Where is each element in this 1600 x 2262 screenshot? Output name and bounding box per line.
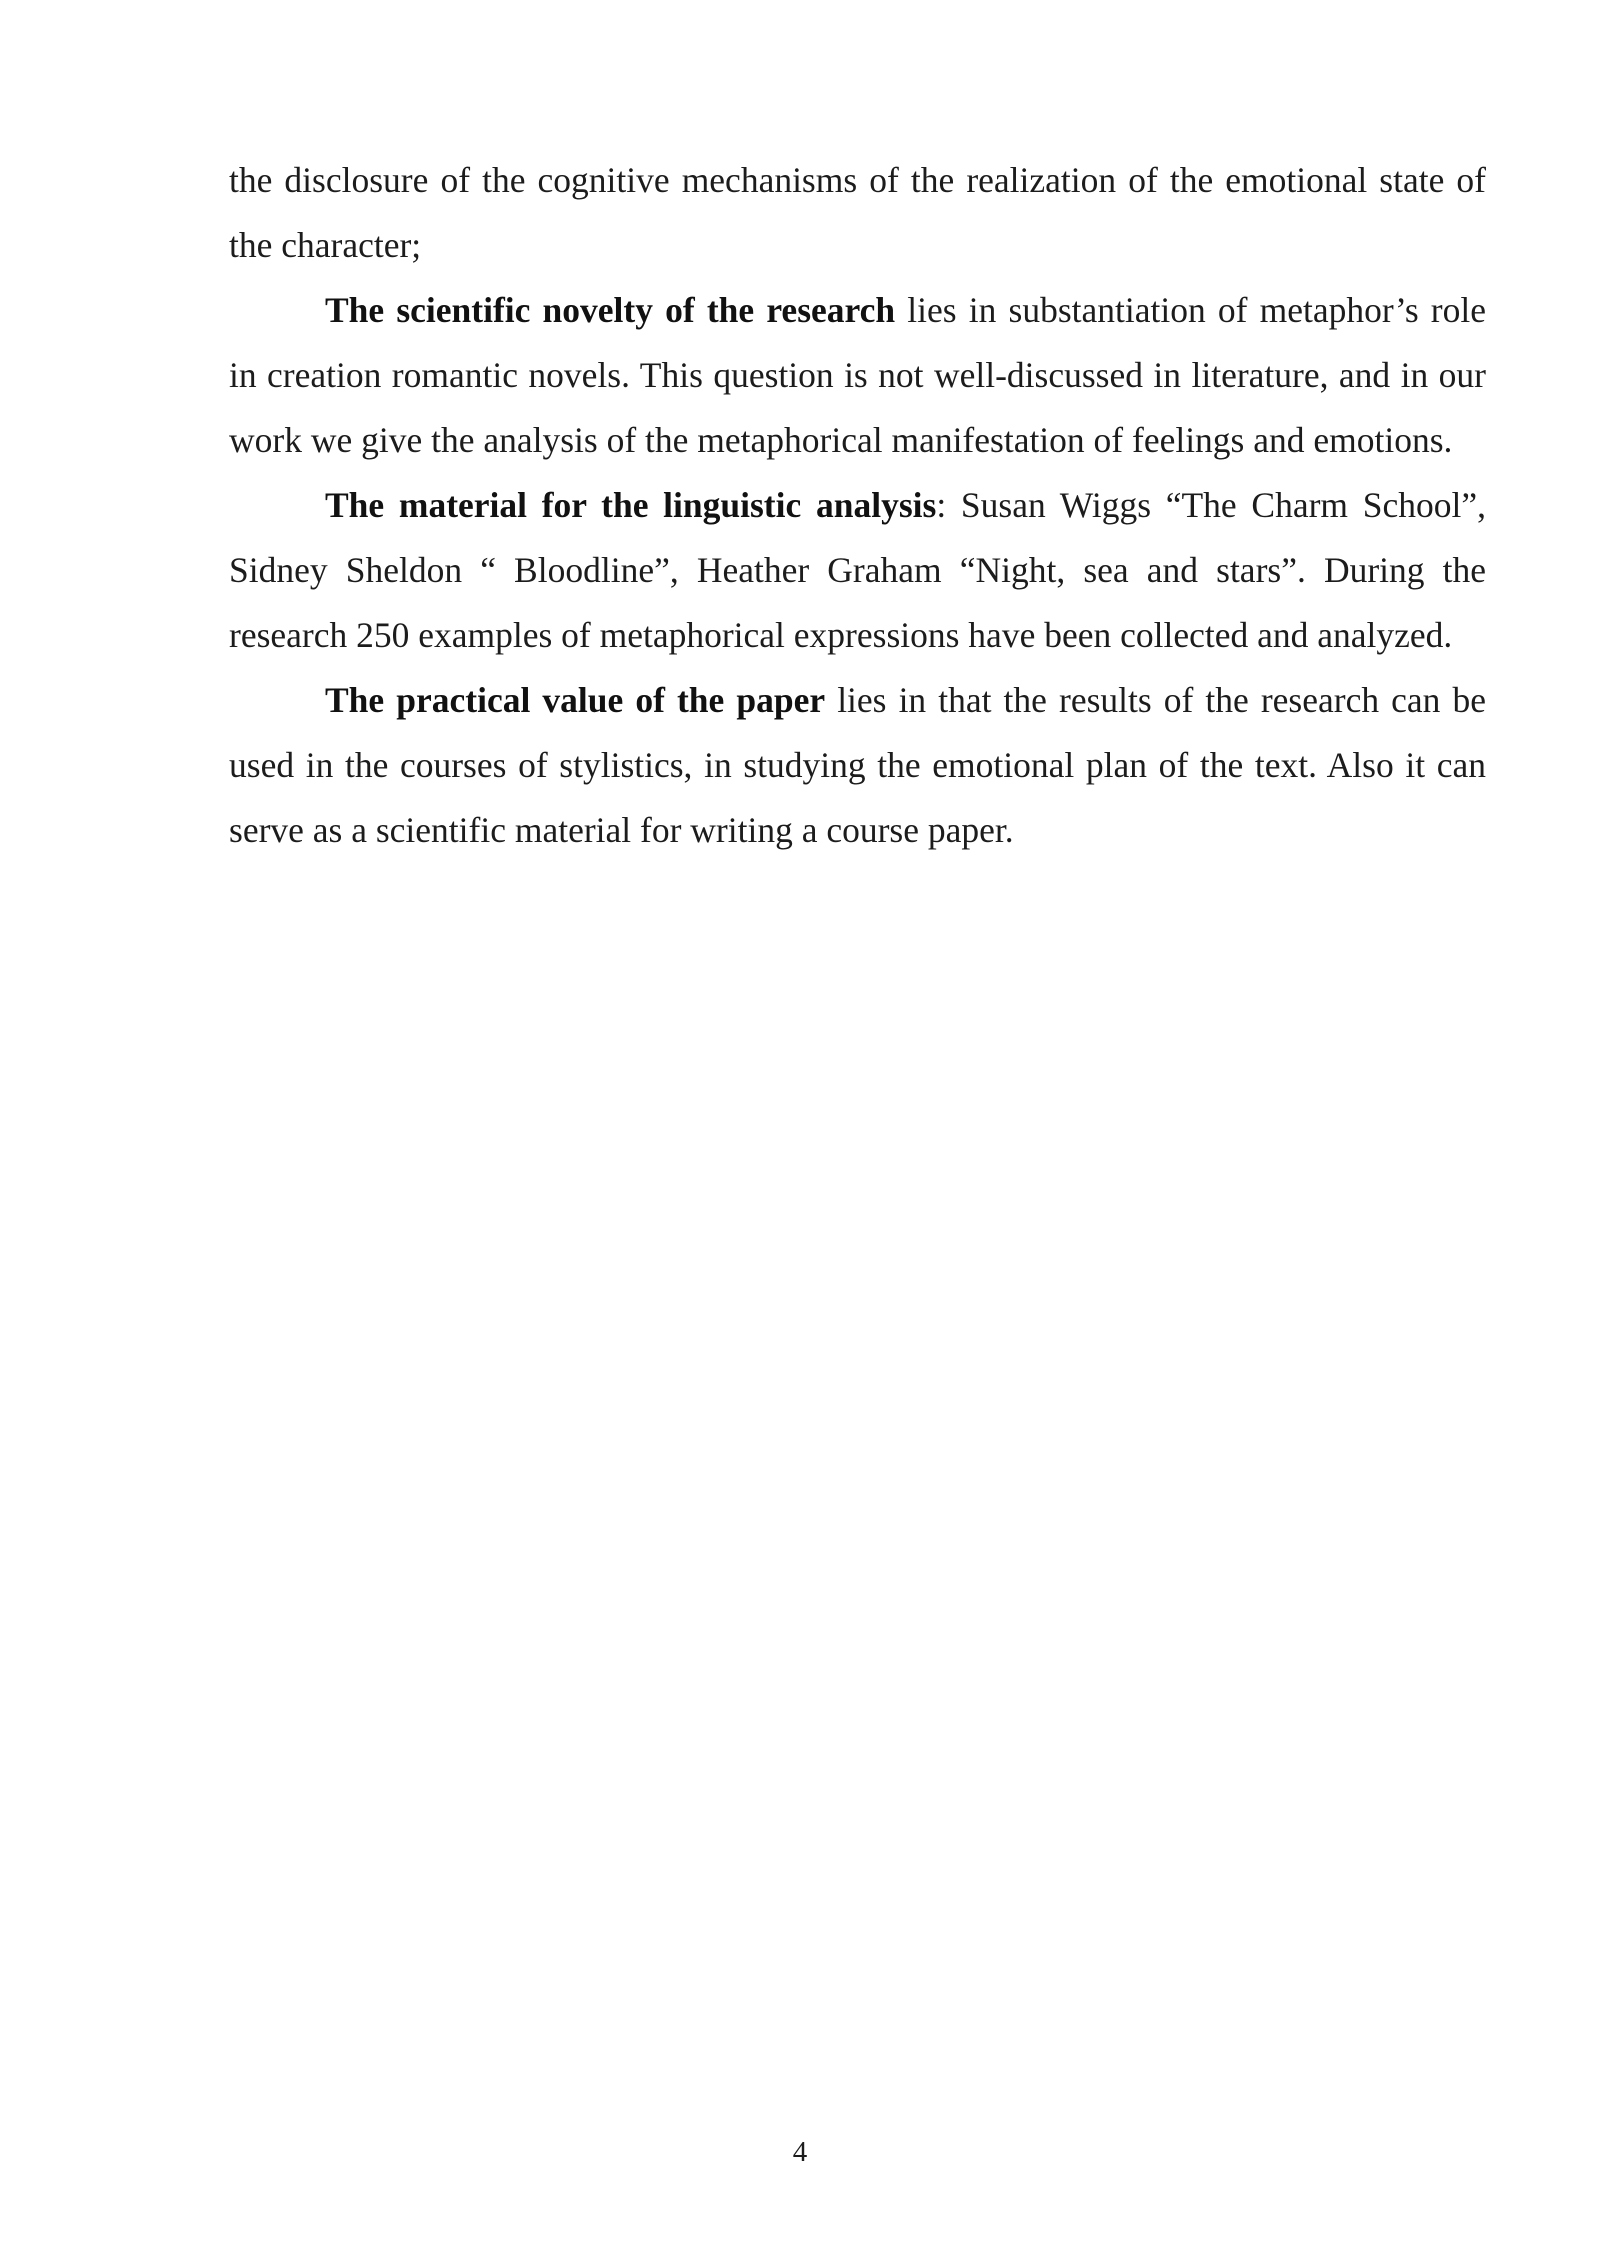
- paragraph-material: [229, 473, 1486, 668]
- paragraph-text: lies in that the results of the research can be used in the courses of stylistics, in studying the emotional plan of the text. Also it can serve as a scientific material for writing a course paper.: [229, 680, 1486, 850]
- paragraph-heading: The scientific novelty of the research: [325, 290, 896, 330]
- paragraph-objective-continuation: [229, 148, 1486, 278]
- paragraph-text: : Susan Wiggs “The Charm School”, Sidney Sheldon “ Bloodline”, Heather Graham “Night, sea and stars”. During the research 250 examples of metaphorical expressions have been collected and analyzed.: [229, 485, 1486, 655]
- paragraph-text: the disclosure of the cognitive mechanisms of the realization of the emotional state of the character;: [229, 160, 1486, 265]
- body-text: [229, 148, 1486, 863]
- paragraph-scientific-novelty: [229, 278, 1486, 473]
- page-number: 4: [792, 2136, 808, 2168]
- paragraph-heading: The material for the linguistic analysis: [325, 485, 937, 525]
- paragraph-heading: The practical value of the paper: [325, 680, 826, 720]
- paragraph-practical-value: [229, 668, 1486, 863]
- paragraph-text: lies in substantiation of metaphor’s role in creation romantic novels. This question is not well-discussed in literature, and in our work we give the analysis of the metaphorical manifestation of feelings and emotions.: [229, 290, 1486, 460]
